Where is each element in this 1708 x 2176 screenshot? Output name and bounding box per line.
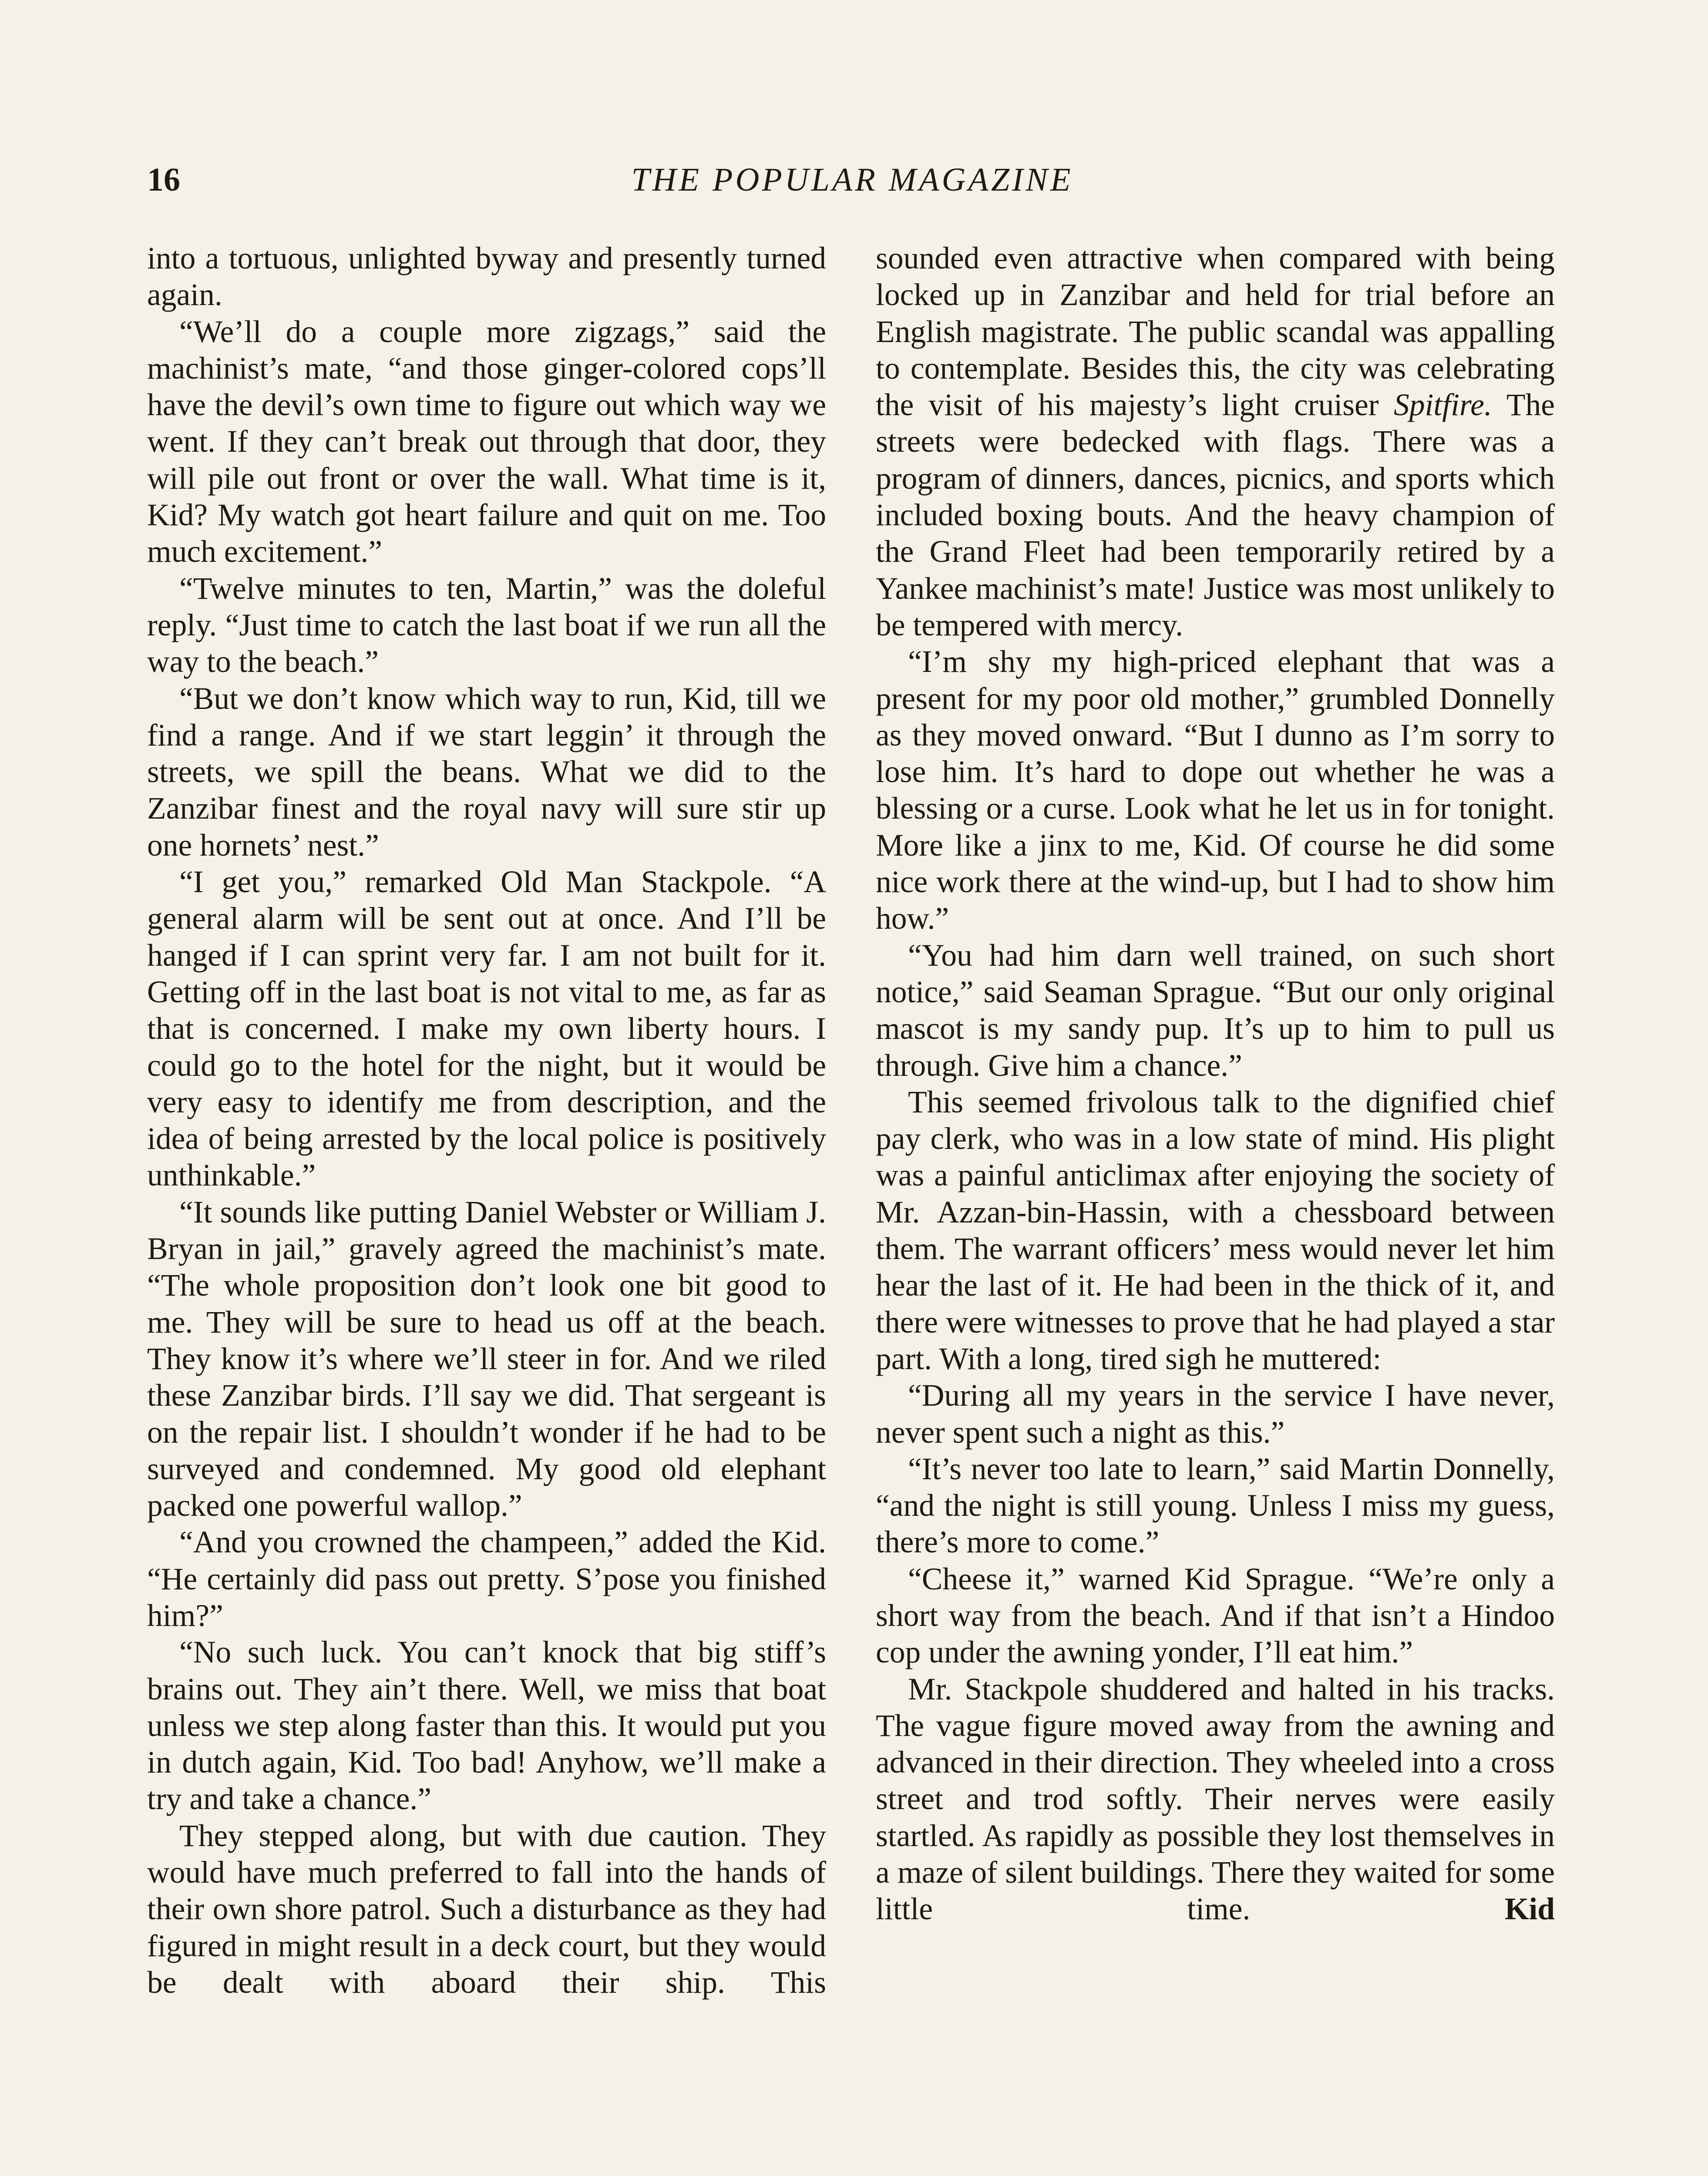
right-column xyxy=(876,240,1555,1928)
bold-word: Kid xyxy=(1504,1892,1555,1927)
paragraph: “I get you,” remarked Old Man Stackpole. “A general alarm will be sent out at once. And I’ll be hanged if I can sprint very far. I am not built for it. Getting off in the last boat is not vital to me, as far as that is concerned. I make my own liberty hours. I could go to the hotel for the night, but it would be very easy to identify me from description, and the idea of being arrested by the local police is positively unthinkable.” xyxy=(147,865,826,1193)
page-number: 16 xyxy=(147,161,180,198)
page-header xyxy=(147,161,1557,213)
paragraph: “During all my years in the service I have never, never spent such a night as this.” xyxy=(876,1378,1555,1450)
ship-name: Spitfire. xyxy=(1393,388,1492,423)
running-title: THE POPULAR MAGAZINE xyxy=(631,161,1073,198)
text-run: Mr. Stackpole shuddered and halted in his tracks. The vague figure moved away from the awning and advanced in their direction. They wheeled into a cross street and trod softly. Their nerves were easily startled. As rapidly as possible they lost themselves in a maze of silent buildings. There they waited for some little time. xyxy=(876,1672,1555,1927)
paragraph xyxy=(876,1671,1555,1928)
paragraph: into a tortuous, unlighted byway and presently turned again. xyxy=(147,241,826,312)
text-run: sounded even attractive when compared with being locked up in Zanzibar and held for trial before an English magistrate. The public scandal was appalling to contemplate. Besides this, the city was celebrating the visit of his majesty’s light cruiser xyxy=(876,241,1555,423)
paragraph: This seemed frivolous talk to the dignified chief pay clerk, who was in a low state of mind. His plight was a painful anticlimax after enjoying the society of Mr. Azzan-bin-Hassin, with a chessboard between them. The warrant officers’ mess would never let him hear the last of it. He had been in the thick of it, and there were witnesses to prove that he had played a star part. With a long, tired sigh he muttered: xyxy=(876,1085,1555,1376)
paragraph: “It’s never too late to learn,” said Martin Donnelly, “and the night is still young. Unless I miss my guess, there’s more to come.” xyxy=(876,1451,1555,1560)
paragraph: “No such luck. You can’t knock that big stiff’s brains out. They ain’t there. Well, we miss that boat unless we step along faster than this. It would put you in dutch again, Kid. Too bad! Anyhow, we’ll make a try and take a chance.” xyxy=(147,1635,826,1817)
text-run: The streets were bedecked with flags. There was a program of dinners, dances, picnics, and sports which included boxing bouts. And the heavy champion of the Grand Fleet had been temporarily retired by a Yankee machinist’s mate! Justice was most unlikely to be tempered with mercy. xyxy=(876,388,1555,642)
paragraph: “And you crowned the champeen,” added the Kid. “He certainly did pass out pretty. S’pose you finished him?” xyxy=(147,1525,826,1633)
paragraph: “We’ll do a couple more zigzags,” said the machinist’s mate, “and those ginger-colored cops’ll have the devil’s own time to figure out which way we went. If they can’t break out through that door, they will pile out front or over the wall. What time is it, Kid? My watch got heart failure and quit on me. Too much excitement.” xyxy=(147,314,826,569)
paragraph xyxy=(876,240,1555,644)
left-column xyxy=(147,240,826,2001)
paragraph: “But we don’t know which way to run, Kid, till we find a range. And if we start leggin’ it through the streets, we spill the beans. What we did to the Zanzibar finest and the royal navy will sure stir up one hornets’ nest.” xyxy=(147,681,826,863)
paragraph: They stepped along, but with due caution. They would have much preferred to fall into the hands of their own shore patrol. Such a disturbance as they had figured in might result in a deck court, but they would be dealt with aboard their ship. This xyxy=(147,1818,826,2000)
paragraph: “I’m shy my high-priced elephant that was a present for my poor old mother,” grumbled Donnelly as they moved onward. “But I dunno as I’m sorry to lose him. It’s hard to dope out whether he was a blessing or a curse. Look what he let us in for tonight. More like a jinx to me, Kid. Of course he did some nice work there at the wind-up, but I had to show him how.” xyxy=(876,645,1555,936)
paragraph: “It sounds like putting Daniel Webster or William J. Bryan in jail,” gravely agreed the machinist’s mate. “The whole proposition don’t look one bit good to me. They will be sure to head us off at the beach. They know it’s where we’ll steer in for. And we riled these Zanzibar birds. I’ll say we did. That sergeant is on the repair list. I shouldn’t wonder if he had to be surveyed and condemned. My good old elephant packed one powerful wallop.” xyxy=(147,1195,826,1523)
paragraph: “You had him darn well trained, on such short notice,” said Seaman Sprague. “But our only original mascot is my sandy pup. It’s up to him to pull us through. Give him a chance.” xyxy=(876,938,1555,1083)
paragraph: “Twelve minutes to ten, Martin,” was the doleful reply. “Just time to catch the last boat if we run all the way to the beach.” xyxy=(147,571,826,679)
paragraph: “Cheese it,” warned Kid Sprague. “We’re only a short way from the beach. And if that isn’t a Hindoo cop under the awning yonder, I’ll eat him.” xyxy=(876,1561,1555,1670)
